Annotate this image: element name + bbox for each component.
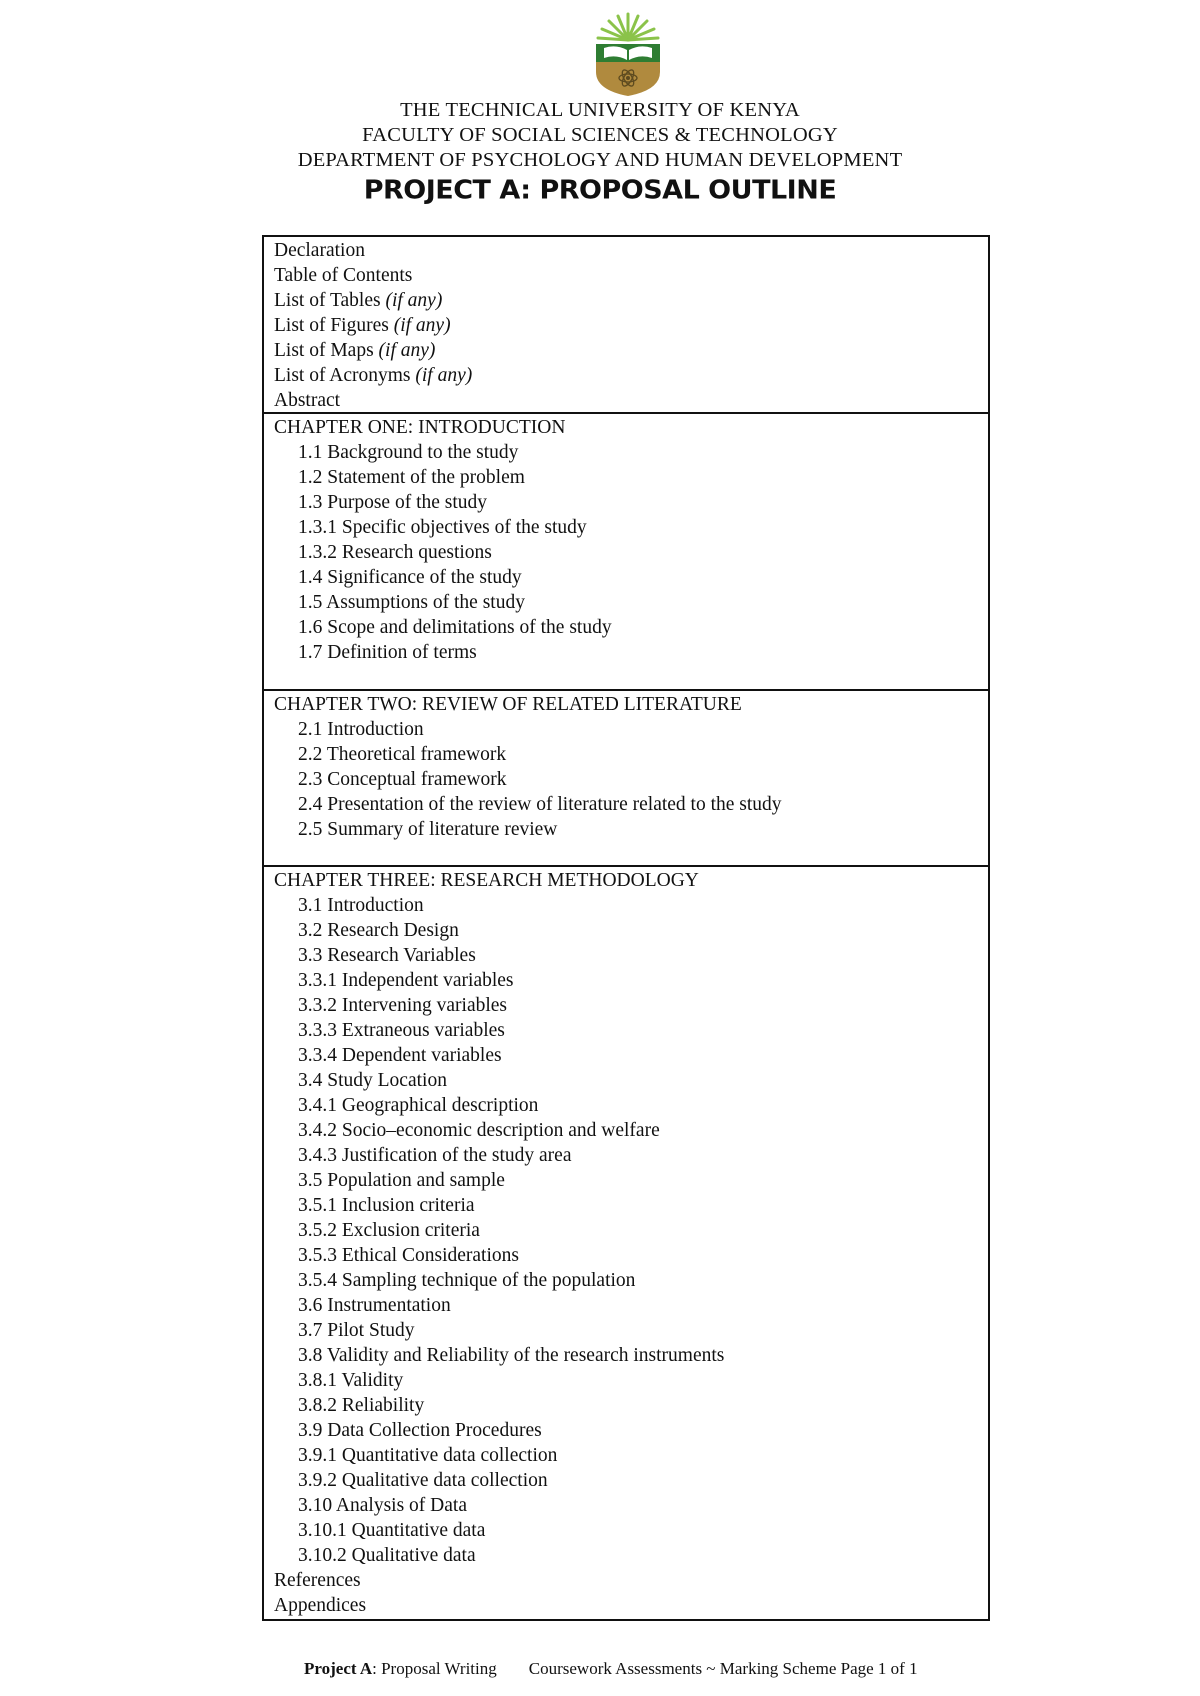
outline-subsection-item: 3.8.2 Reliability xyxy=(298,1395,425,1416)
outline-subsection-item: 1.5 Assumptions of the study xyxy=(298,592,525,613)
chapter-one-heading: CHAPTER ONE: INTRODUCTION xyxy=(274,417,566,438)
outline-subsection-item: 3.3.4 Dependent variables xyxy=(298,1045,502,1066)
front-matter-item-note: (if any) xyxy=(378,340,436,361)
outline-subsection-item: 1.6 Scope and delimitations of the study xyxy=(298,617,612,638)
proposal-outline-table xyxy=(262,235,990,1621)
footer-project-label: Project A xyxy=(304,1659,373,1678)
chapter-two-section xyxy=(264,691,988,867)
outline-subsection-item: 2.4 Presentation of the review of literature related to the study xyxy=(298,794,782,815)
front-matter-item-label: List of Figures xyxy=(274,315,389,336)
outline-subsection-item: 1.3.1 Specific objectives of the study xyxy=(298,517,587,538)
document-title: PROJECT A: PROPOSAL OUTLINE xyxy=(363,175,837,206)
front-matter-section xyxy=(264,237,988,414)
outline-subsection-item: 3.4.1 Geographical description xyxy=(298,1095,539,1116)
outline-subsection-item: 1.7 Definition of terms xyxy=(298,642,477,663)
university-crest-logo xyxy=(590,10,666,98)
front-matter-item-note: (if any) xyxy=(385,290,443,311)
front-matter-item-label: List of Tables xyxy=(274,290,381,311)
outline-subsection-item: 3.5.3 Ethical Considerations xyxy=(298,1245,519,1266)
outline-subsection-item: 3.9.1 Quantitative data collection xyxy=(298,1445,558,1466)
outline-subsection-item: 1.3 Purpose of the study xyxy=(298,492,488,513)
front-matter-item-label: List of Acronyms xyxy=(274,365,411,386)
outline-subsection-item: 3.3.1 Independent variables xyxy=(298,970,514,991)
outline-subsection-item: 1.3.2 Research questions xyxy=(298,542,492,563)
outline-subsection-item: 3.3 Research Variables xyxy=(298,945,476,966)
outline-subsection-item: 3.5.2 Exclusion criteria xyxy=(298,1220,480,1241)
front-matter-item-label: Table of Contents xyxy=(274,265,413,286)
front-matter-item-label: Abstract xyxy=(274,390,341,411)
outline-subsection-item: 3.10.2 Qualitative data xyxy=(298,1545,476,1566)
front-matter-item-note: (if any) xyxy=(393,315,451,336)
outline-subsection-item: 3.5.1 Inclusion criteria xyxy=(298,1195,475,1216)
outline-subsection-item: 3.5 Population and sample xyxy=(298,1170,505,1191)
outline-subsection-item: 3.10 Analysis of Data xyxy=(298,1495,467,1516)
chapter-three-heading: CHAPTER THREE: RESEARCH METHODOLOGY xyxy=(274,870,699,891)
front-matter-item xyxy=(274,263,988,288)
faculty-name: FACULTY OF SOCIAL SCIENCES & TECHNOLOGY xyxy=(362,124,838,146)
page-footer xyxy=(304,1658,918,1680)
document-header xyxy=(0,98,1200,208)
front-matter-item xyxy=(274,338,988,363)
outline-subsection-item: 3.9 Data Collection Procedures xyxy=(298,1420,542,1441)
outline-subsection-item: 1.4 Significance of the study xyxy=(298,567,522,588)
front-matter-item xyxy=(274,363,988,388)
outline-subsection-item: 3.8.1 Validity xyxy=(298,1370,404,1391)
front-matter-item xyxy=(274,238,988,263)
front-matter-item xyxy=(274,313,988,338)
outline-subsection-item: 3.3.3 Extraneous variables xyxy=(298,1020,505,1041)
outline-subsection-item: 1.1 Background to the study xyxy=(298,442,519,463)
front-matter-item-label: List of Maps xyxy=(274,340,374,361)
outline-subsection-item: 2.3 Conceptual framework xyxy=(298,769,507,790)
chapter-one-section xyxy=(264,414,988,691)
outline-subsection-item: 3.10.1 Quantitative data xyxy=(298,1520,486,1541)
outline-subsection-item: 1.2 Statement of the problem xyxy=(298,467,525,488)
closing-matter-item: Appendices xyxy=(274,1595,367,1616)
outline-subsection-item: 3.4.3 Justification of the study area xyxy=(298,1145,572,1166)
outline-subsection-item: 3.6 Instrumentation xyxy=(298,1295,451,1316)
outline-subsection-item: 3.4 Study Location xyxy=(298,1070,447,1091)
outline-subsection-item: 3.3.2 Intervening variables xyxy=(298,995,508,1016)
department-name: DEPARTMENT OF PSYCHOLOGY AND HUMAN DEVELOPMENT xyxy=(297,149,903,171)
outline-subsection-item: 3.9.2 Qualitative data collection xyxy=(298,1470,548,1491)
closing-matter-item: References xyxy=(274,1570,361,1591)
front-matter-item-label: Declaration xyxy=(274,240,365,261)
outline-subsection-item: 3.5.4 Sampling technique of the population xyxy=(298,1270,636,1291)
outline-subsection-item: 2.1 Introduction xyxy=(298,719,424,740)
footer-project-title: : Proposal Writing xyxy=(372,1659,497,1678)
outline-subsection-item: 3.1 Introduction xyxy=(298,895,424,916)
footer-page-info: Coursework Assessments ~ Marking Scheme Page 1 of 1 xyxy=(528,1659,918,1678)
outline-subsection-item: 3.8 Validity and Reliability of the research instruments xyxy=(298,1345,725,1366)
outline-subsection-item: 3.2 Research Design xyxy=(298,920,459,941)
outline-subsection-item: 3.7 Pilot Study xyxy=(298,1320,415,1341)
front-matter-item xyxy=(274,388,988,413)
front-matter-item xyxy=(274,288,988,313)
outline-subsection-item: 2.5 Summary of literature review xyxy=(298,819,558,840)
outline-subsection-item: 2.2 Theoretical framework xyxy=(298,744,507,765)
outline-subsection-item: 3.4.2 Socio–economic description and welfare xyxy=(298,1120,660,1141)
university-name: THE TECHNICAL UNIVERSITY OF KENYA xyxy=(400,99,800,121)
chapter-two-heading: CHAPTER TWO: REVIEW OF RELATED LITERATURE xyxy=(274,694,742,715)
chapter-three-section xyxy=(264,867,988,1619)
front-matter-item-note: (if any) xyxy=(415,365,473,386)
